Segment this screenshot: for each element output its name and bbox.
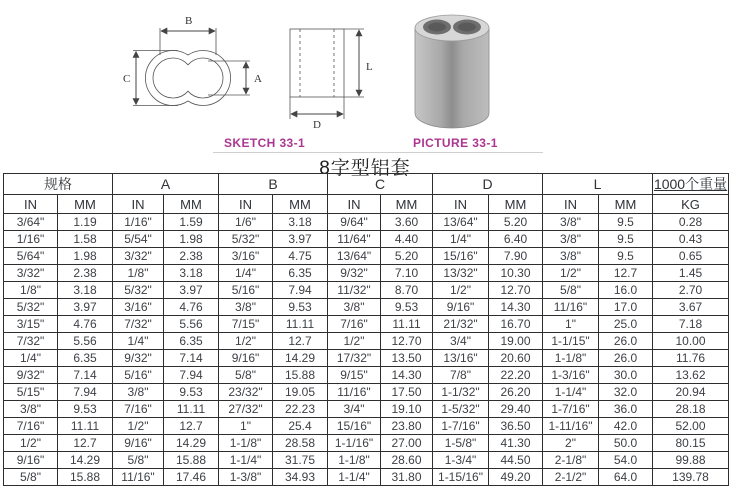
table-cell: 12.7: [599, 265, 653, 282]
table-cell: 50.0: [599, 435, 653, 452]
table-cell: 9/16": [433, 299, 489, 316]
table-cell: 9/32": [4, 367, 58, 384]
figure8-cross-section-sketch: [108, 8, 268, 133]
table-cell: 3/8": [543, 214, 599, 231]
table-row: [4, 367, 729, 384]
table-cell: 20.60: [489, 350, 543, 367]
table-cell: 2.38: [164, 248, 219, 265]
table-cell: 1-3/4": [433, 452, 489, 469]
table-cell: 11/16": [328, 384, 381, 401]
table-cell: 25.0: [599, 316, 653, 333]
table-cell: 9.5: [599, 214, 653, 231]
table-cell: 13/16": [433, 350, 489, 367]
table-row: [4, 452, 729, 469]
table-cell: 15/16": [328, 418, 381, 435]
dim-label-a: A: [254, 73, 262, 85]
table-cell: 4.76: [164, 299, 219, 316]
column-group-header: B: [219, 174, 328, 195]
table-cell: 25.4: [273, 418, 328, 435]
table-cell: 13/64": [328, 248, 381, 265]
table-row: [4, 350, 729, 367]
table-cell: 0.28: [653, 214, 729, 231]
table-cell: 1-1/16": [328, 435, 381, 452]
table-cell: 22.20: [489, 367, 543, 384]
table-row: [4, 299, 729, 316]
spec-table: [3, 173, 729, 486]
table-row: [4, 282, 729, 299]
table-cell: 31.80: [381, 469, 433, 486]
table-cell: 14.30: [381, 367, 433, 384]
table-cell: 11.11: [273, 316, 328, 333]
table-cell: 11.11: [381, 316, 433, 333]
table-cell: 1-11/16": [543, 418, 599, 435]
table-cell: 1-3/8": [219, 469, 273, 486]
table-cell: 44.50: [489, 452, 543, 469]
table-cell: 11.11: [164, 401, 219, 418]
table-cell: 7.14: [58, 367, 113, 384]
table-cell: 12.70: [381, 333, 433, 350]
table-cell: 11/64": [328, 231, 381, 248]
table-cell: 0.43: [653, 231, 729, 248]
table-cell: 36.0: [599, 401, 653, 418]
table-cell: 5/64": [4, 248, 58, 265]
table-cell: 5.56: [164, 316, 219, 333]
table-cell: 12.70: [489, 282, 543, 299]
table-cell: 4.76: [58, 316, 113, 333]
table-cell: 3.18: [164, 265, 219, 282]
table-cell: 1/2": [433, 282, 489, 299]
table-cell: 1/6": [219, 214, 273, 231]
table-cell: 9.53: [58, 401, 113, 418]
table-cell: 54.0: [599, 452, 653, 469]
table-cell: 5/32": [219, 231, 273, 248]
column-subheader: MM: [599, 195, 653, 214]
table-row: [4, 469, 729, 486]
table-cell: 9/16": [113, 435, 164, 452]
column-subheader: IN: [219, 195, 273, 214]
table-cell: 1/2": [113, 418, 164, 435]
table-cell: 1-1/15": [543, 333, 599, 350]
table-cell: 3/32": [113, 248, 164, 265]
table-cell: 3.97: [58, 299, 113, 316]
table-cell: 1/2": [4, 435, 58, 452]
table-cell: 19.00: [489, 333, 543, 350]
table-cell: 26.0: [599, 333, 653, 350]
table-cell: 27/32": [219, 401, 273, 418]
table-cell: 13/64": [433, 214, 489, 231]
table-cell: 9/32": [113, 350, 164, 367]
table-cell: 7/8": [433, 367, 489, 384]
table-cell: 2": [543, 435, 599, 452]
table-head: [4, 174, 729, 214]
table-cell: 9.53: [273, 299, 328, 316]
table-cell: 12.7: [164, 418, 219, 435]
table-cell: 14.29: [58, 452, 113, 469]
table-cell: 13/32": [433, 265, 489, 282]
dim-label-l: L: [366, 61, 373, 73]
table-cell: 15.88: [58, 469, 113, 486]
table-cell: 3/8": [328, 299, 381, 316]
table-cell: 17/32": [328, 350, 381, 367]
table-cell: 3.97: [273, 231, 328, 248]
dim-label-c: C: [123, 73, 131, 85]
table-cell: 6.35: [273, 265, 328, 282]
table-cell: 1/4": [113, 333, 164, 350]
table-cell: 17.0: [599, 299, 653, 316]
table-row: [4, 316, 729, 333]
table-cell: 1.98: [164, 231, 219, 248]
table-cell: 1-1/4": [543, 384, 599, 401]
table-cell: 5/54": [113, 231, 164, 248]
table-cell: 3/64": [4, 214, 58, 231]
table-cell: 1-1/32": [433, 384, 489, 401]
table-cell: 3.97: [164, 282, 219, 299]
table-cell: 27.00: [381, 435, 433, 452]
table-cell: 1/4": [219, 265, 273, 282]
table-cell: 10.00: [653, 333, 729, 350]
table-cell: 3/8": [219, 299, 273, 316]
table-cell: 5/16": [219, 282, 273, 299]
table-cell: 5/16": [113, 367, 164, 384]
table-cell: 12.7: [273, 333, 328, 350]
table-cell: 6.35: [164, 333, 219, 350]
table-cell: 7/16": [4, 418, 58, 435]
table-cell: 7.10: [381, 265, 433, 282]
table-cell: 1/2": [219, 333, 273, 350]
column-group-header: D: [433, 174, 543, 195]
table-cell: 1": [543, 316, 599, 333]
table-body: [4, 214, 729, 486]
table-cell: 80.15: [653, 435, 729, 452]
table-cell: 23/32": [219, 384, 273, 401]
column-subheader: IN: [328, 195, 381, 214]
table-cell: 9.53: [164, 384, 219, 401]
table-cell: 1.58: [58, 231, 113, 248]
table-cell: 99.88: [653, 452, 729, 469]
table-cell: 7.90: [489, 248, 543, 265]
table-cell: 1.45: [653, 265, 729, 282]
table-cell: 17.46: [164, 469, 219, 486]
table-cell: 5/8": [543, 282, 599, 299]
table-cell: 1-15/16": [433, 469, 489, 486]
column-subheader: MM: [273, 195, 328, 214]
table-cell: 7.18: [653, 316, 729, 333]
table-cell: 2.38: [58, 265, 113, 282]
table-cell: 6.40: [489, 231, 543, 248]
table-cell: 32.0: [599, 384, 653, 401]
table-cell: 9/64": [328, 214, 381, 231]
table-cell: 6.35: [58, 350, 113, 367]
table-cell: 1-3/16": [543, 367, 599, 384]
table-cell: 5/8": [219, 367, 273, 384]
table-cell: 2-1/8": [543, 452, 599, 469]
table-cell: 28.60: [381, 452, 433, 469]
table-cell: 11.76: [653, 350, 729, 367]
page-title: 8字型铝套: [319, 158, 411, 179]
table-cell: 1-1/4": [328, 469, 381, 486]
table-row: [4, 384, 729, 401]
table-cell: 1-5/8": [433, 435, 489, 452]
sketch-caption: SKETCH 33-1: [224, 136, 306, 150]
picture-caption: PICTURE 33-1: [413, 136, 498, 150]
dim-label-b: B: [185, 15, 193, 27]
table-cell: 1/2": [543, 265, 599, 282]
table-cell: 7.94: [58, 384, 113, 401]
table-cell: 31.75: [273, 452, 328, 469]
table-cell: 139.78: [653, 469, 729, 486]
table-cell: 2-1/2": [543, 469, 599, 486]
table-cell: 3.18: [273, 214, 328, 231]
table-cell: 9.5: [599, 231, 653, 248]
table-cell: 3.18: [58, 282, 113, 299]
table-cell: 1": [219, 418, 273, 435]
table-cell: 16.70: [489, 316, 543, 333]
table-cell: 5.20: [489, 214, 543, 231]
column-subheader: IN: [543, 195, 599, 214]
table-cell: 64.0: [599, 469, 653, 486]
table-cell: 11.11: [58, 418, 113, 435]
table-cell: 1-1/8": [328, 452, 381, 469]
column-subheader: IN: [4, 195, 58, 214]
table-cell: 15/16": [433, 248, 489, 265]
table-cell: 5.56: [58, 333, 113, 350]
table-cell: 12.7: [58, 435, 113, 452]
table-cell: 14.29: [273, 350, 328, 367]
table-cell: 22.23: [273, 401, 328, 418]
table-cell: 1.98: [58, 248, 113, 265]
cylinder-side-view-sketch: [266, 12, 386, 137]
table-cell: 52.00: [653, 418, 729, 435]
table-cell: 3/16": [113, 299, 164, 316]
column-subheader: IN: [433, 195, 489, 214]
table-cell: 1-1/8": [219, 435, 273, 452]
table-cell: 0.65: [653, 248, 729, 265]
table-cell: 9.53: [381, 299, 433, 316]
table-cell: 13.62: [653, 367, 729, 384]
table-cell: 5/32": [113, 282, 164, 299]
table-cell: 9/16": [4, 452, 58, 469]
table-cell: 28.18: [653, 401, 729, 418]
table-cell: 2.70: [653, 282, 729, 299]
table-cell: 19.10: [381, 401, 433, 418]
dim-label-d: D: [313, 119, 321, 131]
table-cell: 9/16": [219, 350, 273, 367]
table-cell: 3/8": [543, 248, 599, 265]
table-cell: 11/16": [113, 469, 164, 486]
aluminum-sleeve-photo: [405, 8, 500, 138]
table-cell: 10.30: [489, 265, 543, 282]
table-cell: 9.5: [599, 248, 653, 265]
column-subheader: MM: [489, 195, 543, 214]
table-cell: 34.93: [273, 469, 328, 486]
table-cell: 21/32": [433, 316, 489, 333]
table-cell: 26.20: [489, 384, 543, 401]
column-group-header: C: [328, 174, 433, 195]
table-cell: 19.05: [273, 384, 328, 401]
table-cell: 7/16": [328, 316, 381, 333]
column-subheader: MM: [164, 195, 219, 214]
column-subheader: IN: [113, 195, 164, 214]
table-cell: 3/8": [4, 401, 58, 418]
table-cell: 3/4": [328, 401, 381, 418]
table-cell: 41.30: [489, 435, 543, 452]
table-cell: 29.40: [489, 401, 543, 418]
table-cell: 7/32": [113, 316, 164, 333]
table-cell: 1.59: [164, 214, 219, 231]
table-cell: 8.70: [381, 282, 433, 299]
table-cell: 3/4": [433, 333, 489, 350]
table-cell: 9/15": [328, 367, 381, 384]
table-cell: 23.80: [381, 418, 433, 435]
table-cell: 7/32": [4, 333, 58, 350]
table-cell: 1-1/4": [219, 452, 273, 469]
table-cell: 11/32": [328, 282, 381, 299]
table-cell: 4.40: [381, 231, 433, 248]
table-cell: 1/4": [4, 350, 58, 367]
table-cell: 5.20: [381, 248, 433, 265]
column-subheader: MM: [58, 195, 113, 214]
table-row: [4, 401, 729, 418]
table-cell: 14.29: [164, 435, 219, 452]
table-cell: 42.0: [599, 418, 653, 435]
table-cell: 49.20: [489, 469, 543, 486]
table-cell: 3.67: [653, 299, 729, 316]
table-row: [4, 418, 729, 435]
table-cell: 15.88: [164, 452, 219, 469]
table-cell: 16.0: [599, 282, 653, 299]
illustration-section: [0, 0, 730, 179]
column-group-header: 1000个重量: [653, 174, 729, 195]
table-row: [4, 435, 729, 452]
column-subheader: MM: [381, 195, 433, 214]
table-cell: 17.50: [381, 384, 433, 401]
table-cell: 3/15": [4, 316, 58, 333]
table-cell: 20.94: [653, 384, 729, 401]
table-cell: 5/15": [4, 384, 58, 401]
column-group-header: A: [113, 174, 219, 195]
table-cell: 1/4": [433, 231, 489, 248]
table-cell: 1/16": [113, 214, 164, 231]
table-cell: 14.30: [489, 299, 543, 316]
table-cell: 5/8": [4, 469, 58, 486]
table-cell: 1-1/8": [543, 350, 599, 367]
table-cell: 1/2": [328, 333, 381, 350]
table-cell: 4.75: [273, 248, 328, 265]
table-cell: 7.94: [164, 367, 219, 384]
column-group-header: L: [543, 174, 653, 195]
table-cell: 7/15": [219, 316, 273, 333]
table-cell: 3/32": [4, 265, 58, 282]
table-cell: 28.58: [273, 435, 328, 452]
table-cell: 1/16": [4, 231, 58, 248]
column-subheader: KG: [653, 195, 729, 214]
table-cell: 26.0: [599, 350, 653, 367]
table-cell: 7.94: [273, 282, 328, 299]
table-cell: 13.50: [381, 350, 433, 367]
table-cell: 1-7/16": [543, 401, 599, 418]
table-cell: 5/8": [113, 452, 164, 469]
table-row: [4, 214, 729, 231]
table-row: [4, 333, 729, 350]
table-cell: 9/32": [328, 265, 381, 282]
table-cell: 7.14: [164, 350, 219, 367]
table-cell: 36.50: [489, 418, 543, 435]
table-cell: 1-5/32": [433, 401, 489, 418]
table-cell: 1/8": [4, 282, 58, 299]
table-cell: 1/8": [113, 265, 164, 282]
table-row: [4, 265, 729, 282]
table-cell: 30.0: [599, 367, 653, 384]
column-group-header: 规格: [4, 174, 113, 195]
table-cell: 15.88: [273, 367, 328, 384]
table-cell: 7/16": [113, 401, 164, 418]
table-cell: 11/16": [543, 299, 599, 316]
table-cell: 3.60: [381, 214, 433, 231]
table-cell: 1-7/16": [433, 418, 489, 435]
table-cell: 3/8": [113, 384, 164, 401]
table-cell: 3/8": [543, 231, 599, 248]
table-row: [4, 248, 729, 265]
table-cell: 5/32": [4, 299, 58, 316]
table-cell: 1.19: [58, 214, 113, 231]
table-row: [4, 231, 729, 248]
table-cell: 3/16": [219, 248, 273, 265]
